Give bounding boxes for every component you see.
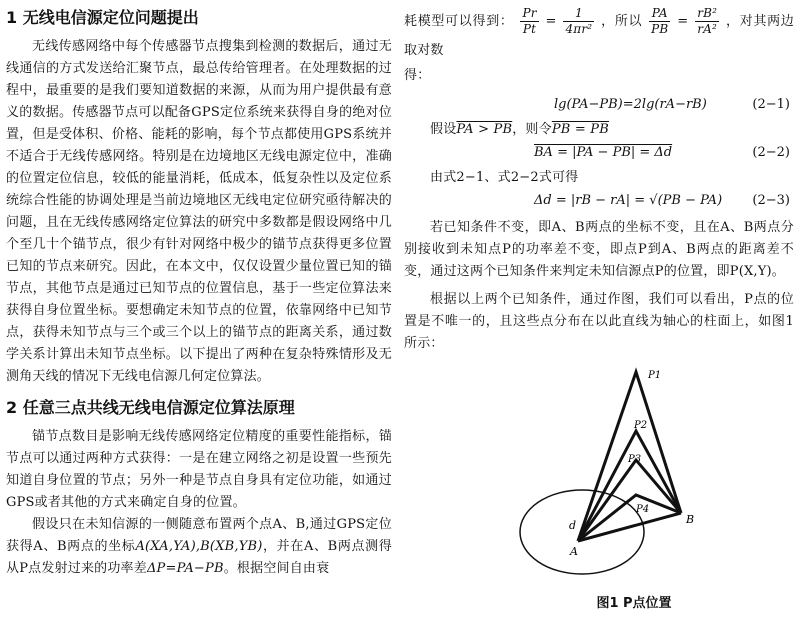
equation-2-3-number: (2−3) (752, 193, 790, 208)
label-p3: P3 (628, 454, 642, 465)
label-a: A (570, 545, 578, 558)
assume-then-text: ，则令 (512, 122, 552, 137)
right-column (404, 0, 794, 611)
derivation-text: 由式2−1、式2−2式可得 (430, 170, 579, 185)
equals-sign: = (545, 14, 557, 29)
ra-rb-fraction (695, 6, 719, 37)
pa-pb-fraction (649, 6, 670, 37)
equation-2-3 (404, 189, 794, 213)
equation-2-3-body: Δd = |rB − rA| = √(PB − PA) (534, 193, 723, 208)
figure-1-caption: 图1 P点位置 (596, 596, 672, 611)
log-text: ，对其两边取对数 (404, 14, 794, 58)
section-heading-1: 1 无线电信源定位问题提出 (6, 8, 199, 27)
section-heading-2: 2 任意三点共线无线电信源定位算法原理 (6, 398, 295, 417)
label-d: d (569, 519, 577, 532)
label-b: B (686, 513, 695, 526)
de-text: 得： (404, 68, 431, 83)
frac-pa: PA (649, 6, 670, 22)
equation-2-2 (404, 141, 794, 165)
paragraph-5: 根据以上两个已知条件，通过作图，我们可以看出，P点的位置是不唯一的，且这些点分布在以此直线为轴心的柱面上，如图1所示： (404, 292, 794, 351)
equation-2-2-number: (2−2) (752, 145, 790, 160)
paragraph-3-text-c: 。根据空间自由衰 (223, 561, 330, 576)
frac-pr: Pr (522, 6, 537, 20)
left-column (6, 0, 392, 580)
paragraph-2: 锚节点数目是影响无线传感网络定位精度的重要性能指标，锚节点可以通过两种方式获得：一是在建立网络之初是设置一些预先知道自身位置的节点；另外一种是节点自身具有定位功能，如通过GPS或者其他的方式来确定自身的位置。 (6, 429, 392, 510)
frac-rb2: rB² (697, 6, 718, 20)
paragraph-3-text-a: 假设只在未知信源的一侧随意布置两个点A、B,通过GPS定位获得A、B两点的坐标 (6, 517, 392, 554)
assumption-line (404, 119, 794, 141)
paragraph-1: 无线传感网络中每个传感器节点搜集到检测的数据后，通过无线通信的方式发送给汇聚节点，最总传给管理者。在处理数据的过程中，最重要的是我们要知道数据的来源，从而为用户提供最有意义的数据。传感器节点可以配备GPS定位系统来获得自身的绝对位置，但是受体积、价格、能耗的影响，每个节点都使用GPS系统并不适合于无线传感网络。特别是在边境地区无线电源定位中，准确的位置定位信息，较低的能量消耗，低成本，低复杂性以及定位系统综合性能的协调处理是当前边境地区无线电定位研究亟待解决的问题，且在无线传感网络定位算法的研究中多数都是假设网络中几个至几十个锚节点，很少有针对网络中极少的锚节点获得更多位置已知的节点来研究。因此，在本文中，仅仅设置少量位置已知的锚节点，其他节点是通过已知节点的位置信息，基于一些定位算法来获得自身位置坐标。要想确定未知节点的位置，依靠网络中已知节点，获得未知节点与三个或三个以上的锚节点的距离关系，通过数学关系计算出未知节点坐标。以下提出了两种在复杂特殊情形及无测角天线的情况下无线电信源几何定位算法。 (6, 39, 392, 384)
frac-4pir2: 4πr² (565, 22, 593, 36)
frac-ra2: rA² (697, 22, 718, 36)
frac-one: 1 (563, 6, 594, 22)
paragraph-4: 若已知条件不变，即A、B两点的坐标不变，且在A、B两点分别接收到未知点P的功率差不变，即点P到A、B两点的距离差不变，通过这两个已知条件来判定未知信源点P的位置，即P(X,Y)。 (404, 220, 794, 279)
power-difference: ΔP=PA−PB (146, 561, 224, 576)
assume-inequality: PA > PB (456, 122, 513, 137)
equation-2-2-body: BA = |PA − PB| = Δd (534, 145, 673, 160)
label-p2: P2 (634, 420, 648, 431)
power-ratio-fraction (520, 6, 538, 37)
frac-pt: Pt (522, 22, 537, 36)
attenuation-line: 耗模型可以得到： $\frac{Pr}{Pt}$ = $\frac{1}{\text{4πr²}}$ ，所以 $\frac{PA}{PB}$ = $\frac{\text{rB²}}{\text{rA²}}$ ，对其两边取对数 (404, 6, 794, 58)
paragraph-3-text-b: ，并在A、B两点测得从P点发射过来的功率差 (6, 539, 392, 576)
anchor-coordinates: A(XA,YA),B(XB,YB) (135, 539, 263, 554)
figure-1-diagram (404, 358, 794, 608)
label-p4: P4 (636, 504, 650, 515)
so-text: ，所以 (601, 14, 643, 29)
triangle-p2 (578, 431, 681, 541)
frac-pb: PB (651, 22, 669, 36)
free-space-fraction (563, 6, 594, 37)
attenuation-text: 耗模型可以得到： (404, 14, 514, 29)
equation-2-1 (404, 93, 794, 117)
paragraph-3 (6, 514, 392, 580)
assume-text: 假设 (430, 122, 457, 137)
equation-2-1-number: (2−1) (752, 97, 790, 112)
equation-2-1-body: lg(PA−PB)=2lg(rA−rB) (554, 97, 707, 112)
label-p1: P1 (648, 370, 662, 381)
assume-definition: PB = PB (551, 122, 609, 137)
